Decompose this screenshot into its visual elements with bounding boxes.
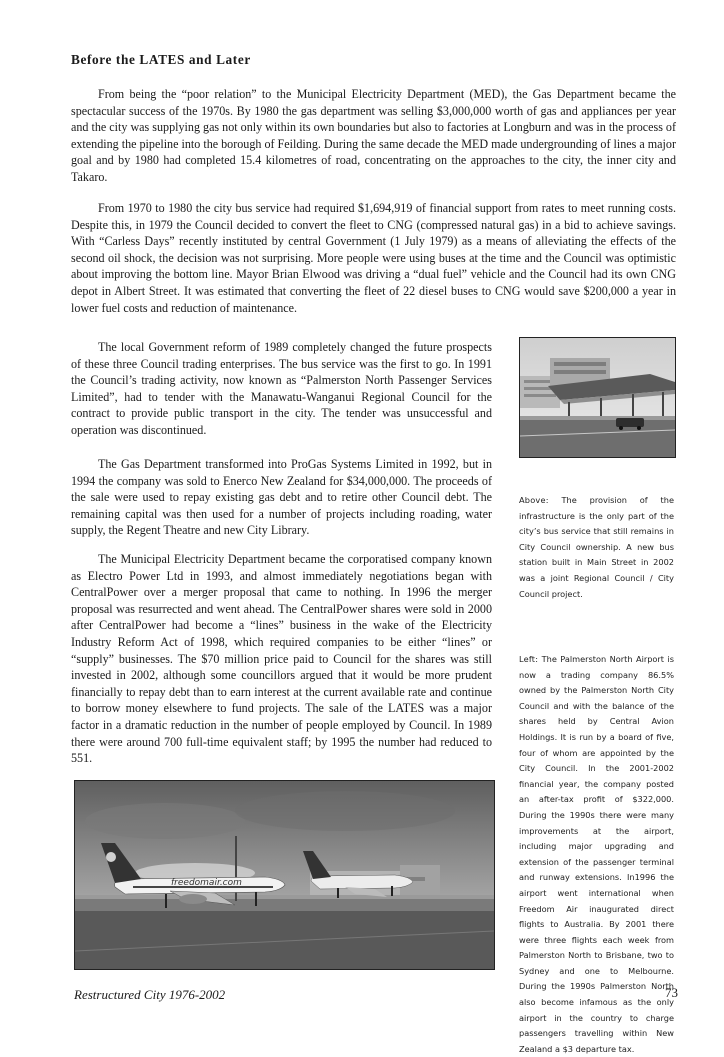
caption-above-text: The provision of the infrastructure is the only part of the city’s bus service that still remains in City Council ownership. A new bus station built in Main Street in 2002 was a joint Regional Council / City Council project.	[519, 495, 674, 599]
page-number: 73	[665, 985, 678, 1000]
caption-left-key: Left:	[519, 654, 539, 664]
footer-title: Restructured City 1976-2002	[74, 987, 226, 1002]
paragraph-bus-service: From 1970 to 1980 the city bus service had required $1,694,919 of financial support from rates to meet running costs. Despite this, in 1979 the Council decided to convert the fleet to CNG (compressed natural gas) in a bid to achieve savings. With “Carless Days” recently instituted by central Government (1 July 1979) as a means of alleviating the effects of the second oil shock, the decision was not surprising. More people were using buses at the time and the Council was optimistic about improving the bottom line. Mayor Brian Elwood was driving a “dual fuel” vehicle and the Council had its own CNG depot in Albert Street. It was estimated that converting the fleet of 22 diesel buses to CNG would save $200,000 a year in lower fuel costs and reduction of maintenance.	[71, 201, 676, 315]
airport-photo	[74, 780, 495, 970]
plane-livery-text: freedomair.com	[171, 878, 242, 888]
paragraph-progas: The Gas Department transformed into ProGas Systems Limited in 1992, but in 1994 the company was sold to Enerco New Zealand for $34,000,000. The proceeds of the sale were used to repay existing gas debt and to retire other Council debt. The remaining capital was then used for a number of projects including roading, water supply, the Regent Theatre and new City Library.	[71, 457, 492, 538]
bus-station-photo	[519, 337, 676, 458]
paragraph-gas-department: From being the “poor relation” to the Municipal Electricity Department (MED), the Gas Department became the spectacular success of the 1970s. By 1980 the gas department was selling $3,000,000 worth of gas and appliances per year and the city was supplying gas not only within its own boundaries but also to factories at Longburn and was in the process of extending the pipeline into the borough of Feilding. During the same decade the MED made undergrounding of lines a major goal and by 1980 had completed 15.4 kilometres of road, concentrating on the approaches to the city, the inner city and Takaro.	[71, 87, 676, 184]
caption-above	[519, 493, 674, 602]
paragraph-electricity-department: The Municipal Electricity Department became the corporatised company known as Electro Power Ltd in 1993, and almost immediately negotiations began with CentralPower over a merger proposal that came to nothing. In 1996 the merger proposal was resurrected and went ahead. The CentralPower shares were sold in 2000 after CentralPower had become a “lines” business in the wake of the Electricity Industry Reform Act of 1998, which required companies to be either “lines” or “supply” businesses. The $70 million price paid to Council for the shares was still invested in 2002, although some councillors argued that it would be more prudent financially to repay debt than to earn interest at the current available rate and continue to borrow money elsewhere to fund projects. The sale of the LATES was a major factor in a dramatic reduction in the number of people employed by Council. In 1989 there were around 700 full-time equivalent staff; by 1995 the number had reduced to 551.	[71, 552, 492, 766]
caption-left-text: The Palmerston North Airport is now a trading company 86.5% owned by the Palmerston North City Council and with the balance of the shares held by Central Avion Holdings. It is run by a board of five, four of whom are appointed by the City Council. In the 2001-2002 financial year, the company posted an after-tax profit of $322,000. During the 1990s there were many improvements at the airport, including major upgrading and extension of the passenger terminal and runway extensions. In1996 the airport went international when Freedom Air inaugurated direct flights to Australia. By 2001 there were three flights each week from Palmerston North to Brisbane, two to Sydney and one to Melbourne. During the 1990s Palmerston North also become infamous as the only airport in the country to charge passengers travelling within New Zealand a $3 departure tax.	[519, 654, 674, 1054]
paragraph-local-government-reform: The local Government reform of 1989 completely changed the future prospects of these three Council trading enterprises. The bus service was the first to go. In 1991 the Council’s trading activity, now known as “Palmerston North Passenger Services Limited”, had to tender with the Manawatu-Wanganui Regional Council for the contract to provide public transport in the city. The tender was unsuccessful and operation was discontinued.	[71, 340, 492, 437]
caption-left	[519, 652, 674, 1057]
caption-above-key: Above:	[519, 495, 549, 505]
section-heading: Before the LATES and Later	[71, 52, 251, 67]
